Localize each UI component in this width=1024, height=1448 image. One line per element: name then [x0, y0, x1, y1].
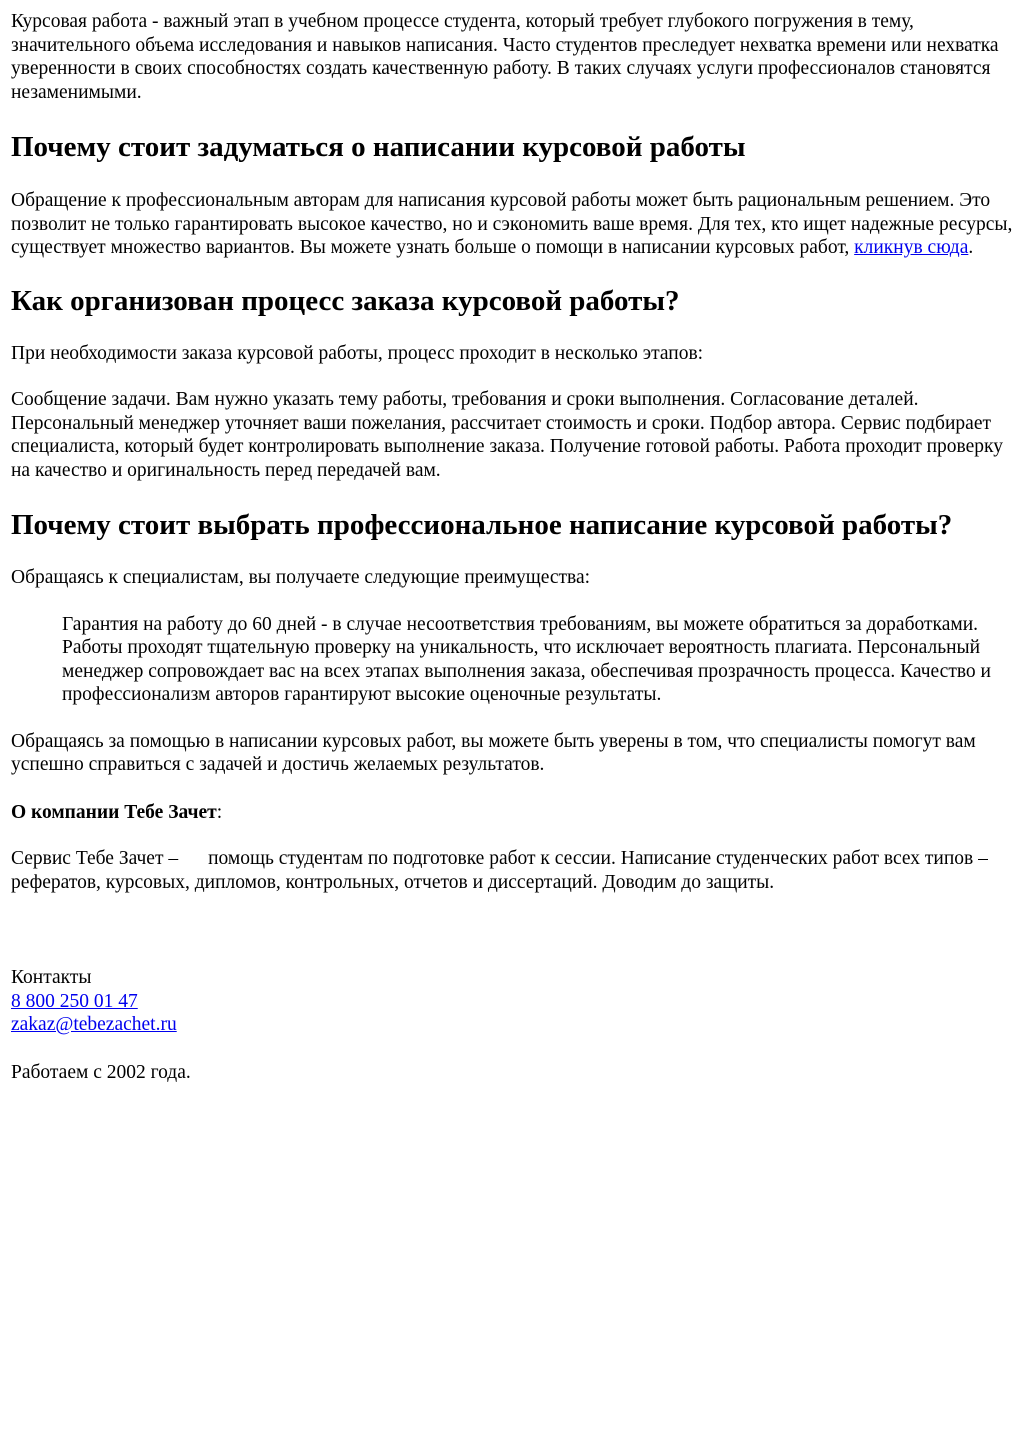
phone-link[interactable]: 8 800 250 01 47	[11, 990, 138, 1012]
section1-text: Обращение к профессиональным авторам для написания курсовой работы может быть рациональным решением. Это позволит не только гарантировать высокое качество, но и сэкономить ваше время. Для тех, кто ищет надежные ресурсы, существует множество вариантов. Вы можете узнать больше о помощи в написании курсовых работ,	[11, 190, 1013, 258]
contacts-title: Контакты	[11, 967, 92, 988]
since-text: Работаем с 2002 года.	[11, 1061, 191, 1083]
benefits-quote: Гарантия на работу до 60 дней - в случае несоответствия требованиям, вы можете обратиться за доработками. Работы проходят тщательную проверку на уникальность, что исключает вероятность плагиата. Персональный менеджер сопровождает вас на всех этапах выполнения заказа, обеспечивая прозрачность процесса. Качество и профессионализм авторов гарантируют высокие оценочные результаты.	[62, 613, 991, 705]
email-link[interactable]: zakaz@tebezachet.ru	[11, 1014, 177, 1035]
service-text: помощь студентам по подготовке работ к сессии. Написание студенческих работ всех типов – рефератов, курсовых, дипломов, контрольных, отчетов и диссертаций. Доводим до защиты.	[11, 848, 988, 893]
intro-paragraph: Курсовая работа - важный этап в учебном процессе студента, который требует глубокого погружения в тему, значительного объема исследования и навыков написания. Часто студентов преследует нехватка времени или нехватка уверенности в своих способностях создать качественную работу. В таких случаях услуги профессионалов становятся незаменимыми.	[11, 11, 999, 103]
contacts-block	[11, 966, 1014, 1084]
service-prefix: Сервис Тебе Зачет –	[11, 848, 179, 869]
section2-lead: При необходимости заказа курсовой работы, процесс проходит в несколько этапов:	[11, 342, 704, 364]
section1-paragraph	[11, 189, 1014, 260]
about-label: О компании Тебе Зачет	[11, 801, 217, 823]
order-link[interactable]: кликнув сюда	[854, 237, 969, 258]
section3-heading: Почему стоит выбрать профессиональное написание курсовой работы?	[11, 509, 953, 541]
section1-text-end: .	[968, 237, 974, 258]
section3-conclusion: Обращаясь за помощью в написании курсовых работ, вы можете быть уверены в том, что специалисты помогут вам успешно справиться с задачей и достичь желаемых результатов.	[11, 730, 976, 775]
section1-heading: Почему стоит задуматься о написании курсовой работы	[11, 131, 746, 163]
section2-steps: Сообщение задачи. Вам нужно указать тему работы, требования и сроки выполнения. Согласование деталей. Персональный менеджер уточняет ваши пожелания, рассчитает стоимость и сроки. Подбор автора. Сервис подбирает специалиста, который будет контролировать выполнение заказа. Получение готовой работы. Работа проходит проверку на качество и оригинальность перед передачей вам.	[11, 389, 1003, 481]
section2-heading: Как организован процесс заказа курсовой работы?	[11, 284, 680, 317]
about-label-colon: :	[216, 801, 223, 823]
about-service-paragraph	[11, 847, 1014, 894]
section3-lead: Обращаясь к специалистам, вы получаете следующие преимущества:	[11, 567, 591, 588]
about-label-paragraph	[11, 801, 1014, 825]
